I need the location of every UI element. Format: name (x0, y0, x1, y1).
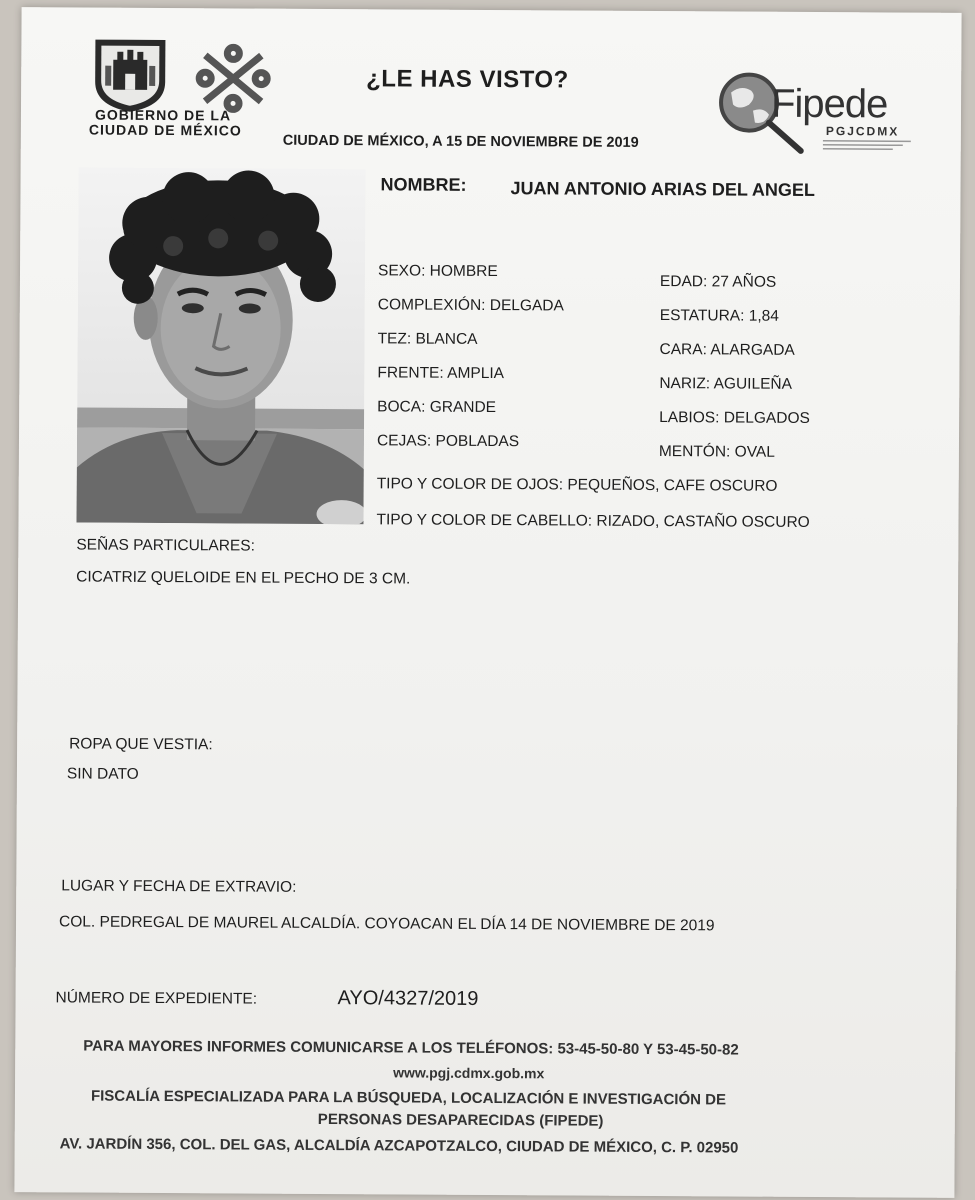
sexo-field: SEXO: HOMBRE (377, 262, 498, 281)
cabello-field: TIPO Y COLOR DE CABELLO: RIZADO, CASTAÑO OSCURO (376, 511, 810, 531)
cdmx-logo-icon (193, 43, 273, 113)
gov-line-1: GOBIERNO DE LA (94, 106, 232, 124)
nariz-field: NARIZ: AGUILEÑA (659, 375, 793, 393)
nombre-value: JUAN ANTONIO ARIAS DEL ANGEL (510, 178, 815, 200)
frente-field: FRENTE: AMPLIA (377, 364, 505, 383)
fipede-fine-print-graphic (823, 139, 913, 153)
expediente-label: NÚMERO DE EXPEDIENTE: (55, 989, 258, 1008)
menton-field: MENTÓN: OVAL (658, 443, 775, 461)
ojos-field: TIPO Y COLOR DE OJOS: PEQUEÑOS, CAFE OSCURO (376, 475, 778, 495)
labios-field: LABIOS: DELGADOS (659, 409, 810, 427)
senas-label: SEÑAS PARTICULARES: (76, 536, 255, 555)
footer-address: AV. JARDÍN 356, COL. DEL GAS, ALCALDÍA AZCAPOTZALCO, CIUDAD DE MÉXICO, C. P. 02950 (59, 1135, 739, 1157)
nombre-label: NOMBRE: (380, 174, 467, 195)
lugar-label: LUGAR Y FECHA DE EXTRAVIO: (61, 877, 297, 896)
footer-fiscalia: FISCALÍA ESPECIALIZADA PARA LA BÚSQUEDA, LOCALIZACIÓN E INVESTIGACIÓN DE (90, 1087, 727, 1109)
footer-phones: PARA MAYORES INFORMES COMUNICARSE A LOS TELÉFONOS: 53-45-50-80 Y 53-45-50-82 (83, 1037, 739, 1059)
cejas-field: CEJAS: POBLADAS (376, 432, 520, 451)
expediente-value: AYO/4327/2019 (337, 987, 479, 1010)
footer-website: www.pgj.cdmx.gob.mx (393, 1064, 545, 1082)
senas-value: CICATRIZ QUELOIDE EN EL PECHO DE 3 CM. (76, 568, 411, 588)
lugar-value: COL. PEDREGAL DE MAUREL ALCALDÍA. COYOACAN EL DÍA 14 DE NOVIEMBRE DE 2019 (58, 913, 715, 935)
person-photo (76, 167, 365, 524)
fipede-brand: Fipede (770, 81, 888, 127)
gov-line-2: CIUDAD DE MÉXICO (88, 121, 242, 139)
missing-person-flyer (14, 7, 961, 1198)
fine-print-lines-icon (823, 139, 913, 152)
ropa-label: ROPA QUE VESTIA: (69, 735, 213, 754)
ropa-value: SIN DATO (66, 765, 139, 783)
fipede-sub: PGJCDMX (825, 124, 900, 139)
footer-fipede: PERSONAS DESAPARECIDAS (FIPEDE) (317, 1110, 604, 1130)
government-name (89, 108, 242, 139)
date-line: CIUDAD DE MÉXICO, A 15 DE NOVIEMBRE DE 2019 (282, 132, 639, 151)
complexion-field: COMPLEXIÓN: DELGADA (377, 296, 564, 315)
edad-field: EDAD: 27 AÑOS (659, 273, 777, 291)
cdmx-coat-of-arms-icon (91, 36, 169, 114)
page-title: ¿LE HAS VISTO? (366, 65, 569, 94)
boca-field: BOCA: GRANDE (377, 398, 497, 417)
cara-field: CARA: ALARGADA (659, 341, 795, 359)
estatura-field: ESTATURA: 1,84 (659, 307, 779, 325)
tez-field: TEZ: BLANCA (377, 330, 478, 348)
